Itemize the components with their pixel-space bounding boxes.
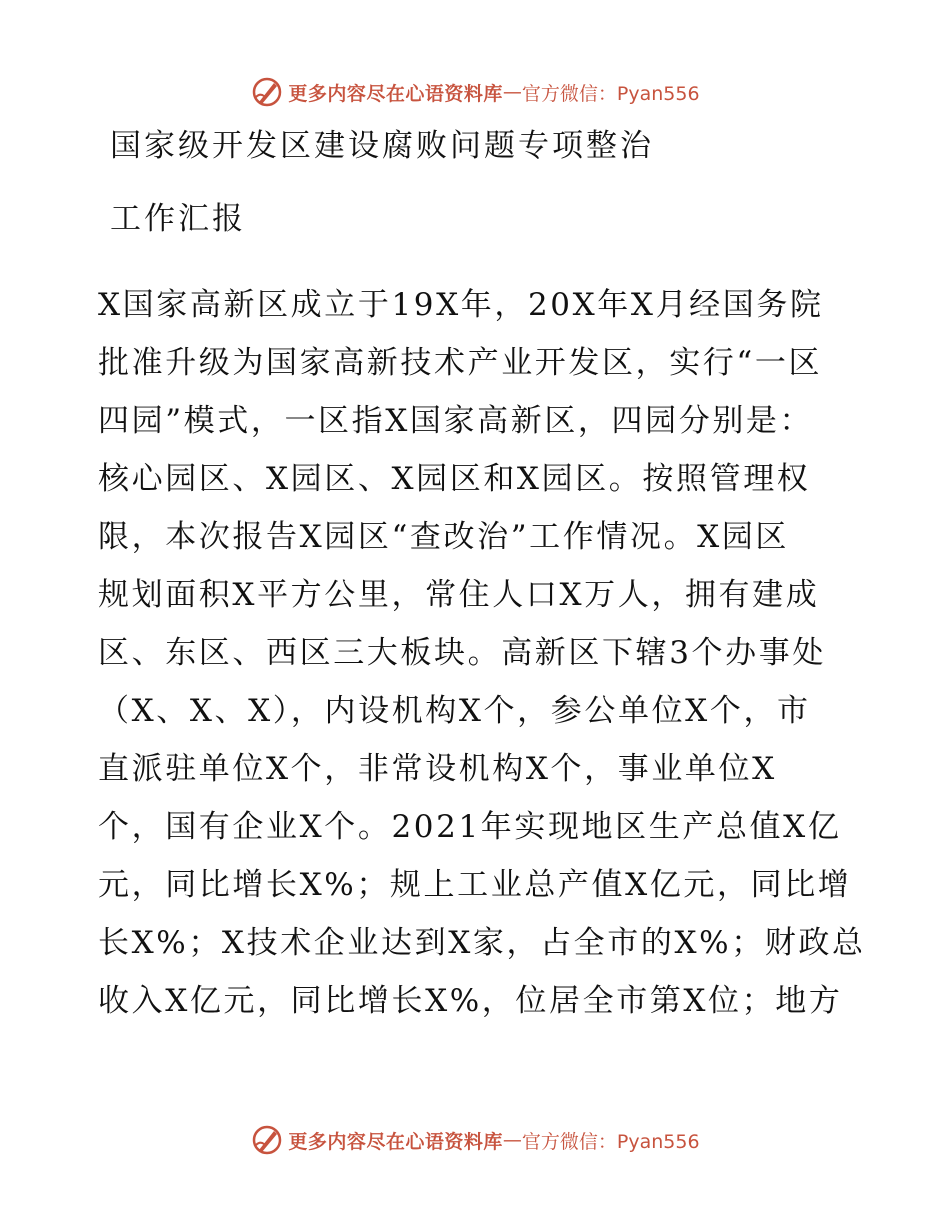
- paragraph-line: 个，国有企业X个。2021年实现地区生产总值X亿: [98, 809, 842, 845]
- document-title-line2: 工作汇报: [110, 201, 246, 237]
- paragraph-line: 批准升级为国家高新技术产业开发区，实行“一区: [98, 345, 823, 381]
- quill-logo-icon: [250, 75, 284, 109]
- paragraph-line: 四园”模式，一区指X国家高新区，四园分别是：: [98, 403, 814, 439]
- paragraph-line: 规划面积X平方公里，常住人口X万人，拥有建成: [98, 577, 820, 613]
- watermark-separator: —: [502, 1129, 522, 1151]
- document-title-line1: 国家级开发区建设腐败问题专项整治: [110, 128, 654, 164]
- paragraph-line: （X、X、X），内设机构X个，参公单位X个，市: [98, 693, 811, 729]
- watermark-separator: —: [502, 81, 522, 103]
- body-paragraph: [98, 276, 866, 1030]
- header-watermark: [0, 72, 950, 112]
- paragraph-line: 限，本次报告X园区“查改治”工作情况。X园区: [98, 519, 790, 555]
- watermark-text: 更多内容尽在心语资料库: [288, 82, 503, 105]
- paragraph-line: 长X%；X技术企业达到X家，占全市的X%；财政总: [98, 925, 866, 961]
- paragraph-line: 核心园区、X园区、X园区和X园区。按照管理权: [98, 461, 811, 497]
- paragraph-line: 元，同比增长X%；规上工业总产值X亿元，同比增: [98, 867, 852, 903]
- watermark-contact: 官方微信：Pyan556: [521, 82, 700, 105]
- paragraph-line: 区、东区、西区三大板块。高新区下辖3个办事处: [98, 635, 826, 671]
- paragraph-line: X国家高新区成立于19X年，20X年X月经国务院: [98, 287, 824, 323]
- quill-logo-icon: [250, 1123, 284, 1157]
- watermark-contact: 官方微信：Pyan556: [521, 1130, 700, 1153]
- paragraph-line: 直派驻单位X个，非常设机构X个，事业单位X: [98, 751, 777, 787]
- watermark-text: 更多内容尽在心语资料库: [288, 1130, 503, 1153]
- footer-watermark: [0, 1120, 950, 1160]
- paragraph-line: 收入X亿元，同比增长X%，位居全市第X位；地方: [98, 983, 843, 1019]
